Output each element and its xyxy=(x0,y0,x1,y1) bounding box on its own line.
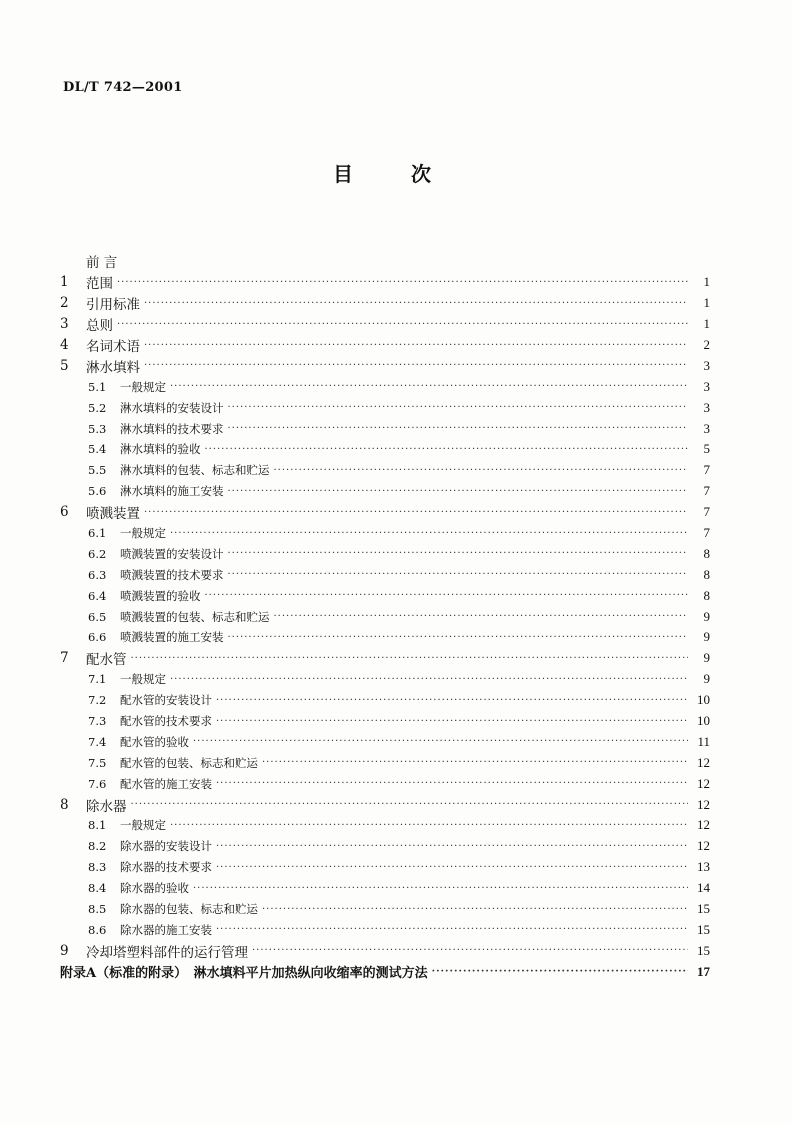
toc-entry-number: 8 xyxy=(60,796,69,813)
toc-entry xyxy=(60,314,710,335)
toc-entry-page: 10 xyxy=(697,713,710,729)
toc-leader-dots xyxy=(144,340,688,351)
toc-entry-number: 5.6 xyxy=(88,484,107,499)
toc-entry-number: 7.6 xyxy=(88,776,107,791)
toc-leader-dots xyxy=(262,904,688,915)
toc-leader-dots xyxy=(170,820,688,831)
toc-leader-dots xyxy=(205,590,689,601)
toc-entry xyxy=(60,502,710,523)
toc-entry-page: 7 xyxy=(703,483,710,499)
toc-entry-number: 7 xyxy=(60,650,69,667)
toc-entry-label: 配水管 xyxy=(86,652,127,669)
toc-entry-label: 范围 xyxy=(86,276,113,293)
toc-entry-label: 除水器的安装设计 xyxy=(120,839,212,854)
toc-leader-dots xyxy=(205,444,689,455)
toc-entry xyxy=(60,523,710,544)
toc-entry-page: 12 xyxy=(697,796,710,812)
toc-entry-page: 12 xyxy=(697,775,710,791)
toc-entry-page: 8 xyxy=(703,545,710,561)
toc-entry xyxy=(60,920,710,941)
toc-entry-number: 1 xyxy=(60,274,69,291)
toc-entry-number: 8.4 xyxy=(88,881,107,896)
toc-entry-page: 3 xyxy=(703,378,710,394)
toc-entry-number: 5.2 xyxy=(88,400,107,415)
toc-entry-number: 5 xyxy=(60,357,69,374)
toc-entry-page: 2 xyxy=(703,337,710,352)
toc-leader-dots xyxy=(193,736,688,747)
table-of-contents xyxy=(60,251,710,982)
toc-entry-label: 配水管的技术要求 xyxy=(120,714,212,729)
toc-entry-label: 前 言 xyxy=(86,255,118,272)
toc-entry xyxy=(60,815,710,836)
toc-entry-label: 淋水填料的包装、标志和贮运 xyxy=(120,463,270,478)
toc-entry xyxy=(60,752,710,773)
toc-entry-page: 7 xyxy=(703,525,710,541)
toc-leader-dots xyxy=(193,883,688,894)
toc-leader-dots xyxy=(144,360,688,371)
toc-entry-label: 除水器的包装、标志和贮运 xyxy=(120,902,258,917)
toc-entry-page: 8 xyxy=(703,587,710,603)
toc-entry-number: 5.5 xyxy=(88,463,107,478)
toc-leader-dots xyxy=(117,277,688,288)
toc-leader-dots xyxy=(170,528,688,539)
toc-entry-page: 10 xyxy=(697,692,710,708)
toc-entry-label: 一般规定 xyxy=(120,526,166,541)
toc-entry-number: 3 xyxy=(60,316,69,333)
toc-entry-number: 7.2 xyxy=(88,693,107,708)
toc-entry-label: 喷溅装置 xyxy=(86,506,140,523)
toc-entry-page: 5 xyxy=(703,441,710,457)
toc-entry xyxy=(60,711,710,732)
title-char-right: 次 xyxy=(411,162,431,186)
toc-entry-number: 8.6 xyxy=(88,922,107,937)
toc-entry-number: 7.1 xyxy=(88,672,107,687)
toc-entry xyxy=(60,773,710,794)
toc-entry xyxy=(60,418,710,439)
toc-entry xyxy=(60,899,710,920)
toc-entry xyxy=(60,731,710,752)
toc-leader-dots xyxy=(252,945,688,956)
toc-entry-number: 8.3 xyxy=(88,860,107,875)
toc-entry-page: 1 xyxy=(703,316,710,332)
toc-leader-dots xyxy=(131,799,689,810)
toc-entry xyxy=(60,376,710,397)
toc-leader-dots xyxy=(144,298,688,309)
toc-entry-page: 15 xyxy=(697,901,710,917)
toc-leader-dots xyxy=(216,924,688,935)
toc-entry xyxy=(60,460,710,481)
toc-entry xyxy=(60,543,710,564)
toc-leader-dots xyxy=(228,423,689,434)
toc-entry-label: 名词术语 xyxy=(86,339,140,355)
toc-entry-page: 8 xyxy=(703,566,710,582)
toc-leader-dots xyxy=(131,653,689,664)
toc-entry-page: 13 xyxy=(697,859,710,875)
toc-entry-label: 配水管的验收 xyxy=(120,734,189,749)
toc-entry xyxy=(60,606,710,627)
toc-entry-number: 9 xyxy=(60,942,69,959)
toc-entry xyxy=(60,940,710,961)
toc-entry-number: 8.2 xyxy=(88,839,107,854)
toc-entry-number: 6.6 xyxy=(88,630,107,645)
toc-entry-number: 5.4 xyxy=(88,442,107,457)
toc-entry xyxy=(60,397,710,418)
toc-entry-label: 除水器 xyxy=(86,798,127,815)
toc-entry xyxy=(60,335,710,356)
toc-entry-page: 12 xyxy=(697,754,710,770)
toc-leader-dots xyxy=(170,674,688,685)
toc-entry-page: 9 xyxy=(703,671,710,687)
toc-entry xyxy=(60,272,710,293)
toc-entry xyxy=(60,794,710,815)
toc-entry-number: 8.1 xyxy=(88,818,107,833)
toc-entry-label: 淋水填料的技术要求 xyxy=(120,421,224,436)
toc-entry-page: 7 xyxy=(703,462,710,478)
toc-entry-label: 淋水填料的验收 xyxy=(120,442,201,457)
toc-entry-number: 7.3 xyxy=(88,714,107,729)
toc-entry-number: 2 xyxy=(60,295,69,312)
toc-entry xyxy=(60,564,710,585)
toc-entry-page: 15 xyxy=(697,942,710,958)
toc-entry xyxy=(60,439,710,460)
toc-entry-page: 12 xyxy=(697,838,710,854)
toc-entry-page: 9 xyxy=(703,608,710,624)
toc-entry xyxy=(60,585,710,606)
standard-number: DL/T 742—2001 xyxy=(63,80,183,95)
toc-entry xyxy=(60,690,710,711)
toc-entry xyxy=(60,627,710,648)
toc-entry-label: 除水器的技术要求 xyxy=(120,860,212,875)
toc-entry-number: 7.4 xyxy=(88,734,107,749)
toc-entry-page: 7 xyxy=(703,504,710,520)
toc-entry xyxy=(60,669,710,690)
toc-leader-dots xyxy=(228,548,689,559)
toc-leader-dots xyxy=(432,966,688,977)
toc-entry-label: 喷溅装置的技术要求 xyxy=(120,567,224,582)
toc-entry-label: 喷溅装置的安装设计 xyxy=(120,546,224,561)
toc-entry-label: 除水器的验收 xyxy=(120,881,189,896)
toc-entry-label: 除水器的施工安装 xyxy=(120,922,212,937)
toc-entry-page: 1 xyxy=(703,274,710,290)
toc-entry-number: 5.1 xyxy=(88,379,107,394)
toc-leader-dots xyxy=(144,507,688,518)
toc-entry-label: 淋水填料的安装设计 xyxy=(120,400,224,415)
toc-entry-label: 淋水填料的施工安装 xyxy=(120,484,224,499)
toc-entry-label: 配水管的安装设计 xyxy=(120,693,212,708)
toc-entry xyxy=(60,251,710,272)
toc-entry-label: 附录A（标准的附录） 淋水填料平片加热纵向收缩率的测试方法 xyxy=(60,966,428,982)
toc-entry-label: 淋水填料 xyxy=(86,359,140,376)
toc-leader-dots xyxy=(117,319,688,330)
toc-entry-page: 3 xyxy=(703,399,710,415)
toc-entry-label: 配水管的包装、标志和贮运 xyxy=(120,755,258,770)
toc-leader-dots xyxy=(228,486,689,497)
toc-leader-dots xyxy=(274,465,689,476)
toc-entry-page: 9 xyxy=(703,629,710,645)
toc-entry-page: 12 xyxy=(697,817,710,833)
toc-leader-dots xyxy=(216,716,688,727)
toc-entry xyxy=(60,878,710,899)
toc-leader-dots xyxy=(216,862,688,873)
page-title xyxy=(333,158,431,187)
toc-entry-label: 配水管的施工安装 xyxy=(120,776,212,791)
toc-leader-dots xyxy=(262,757,688,768)
toc-entry-number: 6 xyxy=(60,504,69,521)
toc-entry-page: 9 xyxy=(703,650,710,666)
toc-entry-label: 一般规定 xyxy=(120,818,166,833)
toc-entry-number: 5.3 xyxy=(88,421,107,436)
toc-entry-label: 喷溅装置的包装、标志和贮运 xyxy=(120,609,270,624)
toc-entry xyxy=(60,836,710,857)
title-char-left: 目 xyxy=(333,162,353,186)
toc-leader-dots xyxy=(216,778,688,789)
toc-entry-page: 15 xyxy=(697,921,710,937)
toc-entry xyxy=(60,648,710,669)
toc-leader-dots xyxy=(170,381,688,392)
toc-entry-label: 引用标准 xyxy=(86,297,140,314)
toc-entry-label: 一般规定 xyxy=(120,379,166,394)
toc-leader-dots xyxy=(228,569,689,580)
toc-entry xyxy=(60,857,710,878)
toc-entry-page: 3 xyxy=(703,357,710,373)
toc-entry-label: 喷溅装置的验收 xyxy=(120,588,201,603)
toc-leader-dots xyxy=(228,402,689,413)
toc-entry-page: 14 xyxy=(697,880,710,896)
toc-entry xyxy=(60,355,710,376)
toc-entry-label: 冷却塔塑料部件的运行管理 xyxy=(86,944,248,961)
toc-entry-page: 11 xyxy=(697,733,710,749)
toc-entry-number: 4 xyxy=(60,337,69,353)
toc-entry-number: 6.5 xyxy=(88,609,107,624)
toc-entry xyxy=(60,293,710,314)
toc-entry-number: 7.5 xyxy=(88,755,107,770)
toc-entry xyxy=(60,481,710,502)
toc-entry xyxy=(60,961,710,982)
toc-entry-label: 一般规定 xyxy=(120,672,166,687)
toc-entry-page: 3 xyxy=(703,420,710,436)
toc-entry-label: 喷溅装置的施工安装 xyxy=(120,630,224,645)
toc-entry-number: 6.4 xyxy=(88,588,107,603)
toc-entry-page: 1 xyxy=(703,295,710,311)
toc-entry-number: 6.2 xyxy=(88,546,107,561)
toc-leader-dots xyxy=(228,632,689,643)
toc-leader-dots xyxy=(216,841,688,852)
toc-entry-number: 6.1 xyxy=(88,526,107,541)
toc-entry-page: 17 xyxy=(697,963,710,979)
toc-leader-dots xyxy=(216,695,688,706)
toc-entry-number: 6.3 xyxy=(88,567,107,582)
toc-entry-label: 总则 xyxy=(86,318,113,335)
toc-entry-number: 8.5 xyxy=(88,902,107,917)
toc-leader-dots xyxy=(274,611,689,622)
